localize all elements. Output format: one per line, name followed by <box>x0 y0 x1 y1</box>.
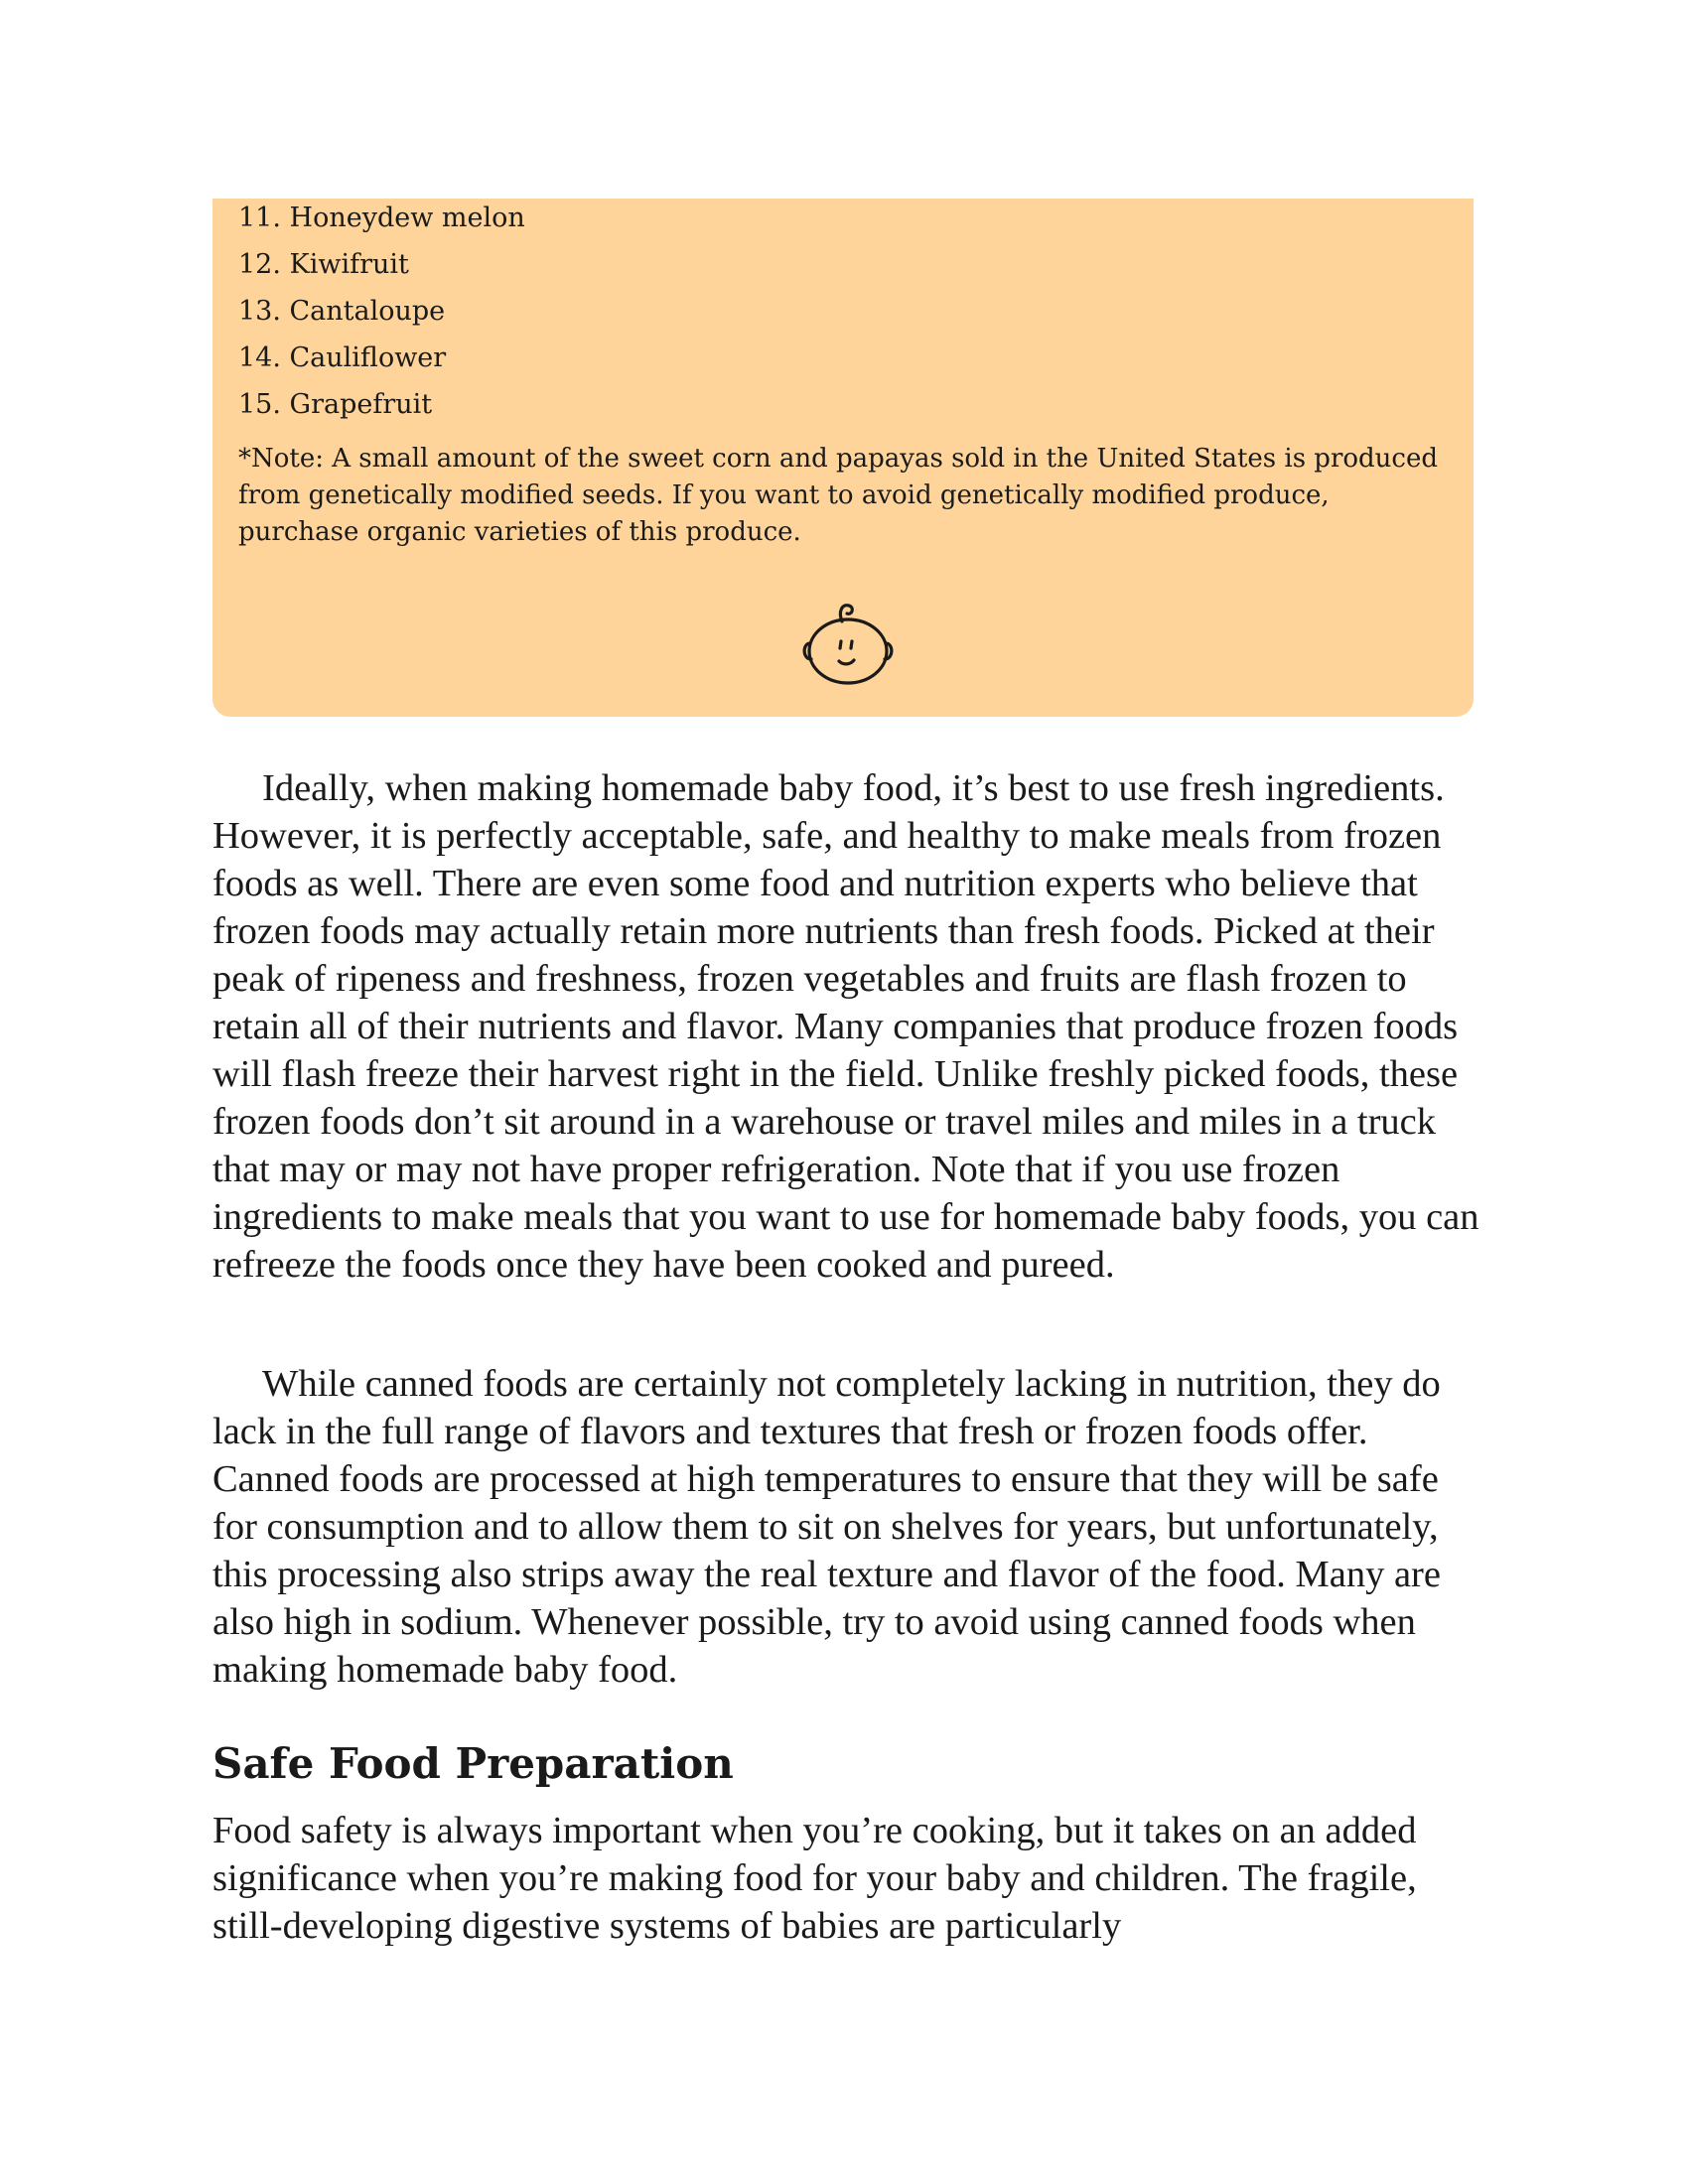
paragraph-canned-foods: While canned foods are certainly not completely lacking in nutrition, they do lack in the full range of flavors and textures that fresh or frozen foods offer. Canned foods are processed at high temperatures to ensure that they will be safe for consumption and to allow them to sit on shelves for years, but unfortunately, this processing also strips away the real texture and flavor of the food. Many are also high in sodium. Whenever possible, try to avoid using canned foods when making homemade baby food. <box>212 1363 1441 1691</box>
paragraph-frozen-foods: Ideally, when making homemade baby food, it’s best to use fresh ingredients. However, it is perfectly acceptable, safe, and healthy to make meals from frozen foods as well. There are even some food and nutrition experts who believe that frozen foods may actually retain more nutrients than fresh foods. Picked at their peak of ripeness and freshness, frozen vegetables and fruits are flash frozen to retain all of their nutrients and flavor. Many companies that produce frozen foods will flash freeze their harvest right in the field. Unlike freshly picked foods, these frozen foods don’t sit around in a warehouse or travel miles and miles in a truck that may or may not have proper refrigeration. Note that if you use frozen ingredients to make meals that you want to use for homemade baby foods, you can refreeze the foods once they have been cooked and pureed. <box>212 767 1479 1286</box>
paragraph-food-safety: Food safety is always important when you’re cooking, but it takes on an added significance when you’re making food for your baby and children. The fragile, still-developing digestive systems of babies are particularly <box>212 1810 1417 1947</box>
list-item: 14. Cauliflower <box>238 342 447 373</box>
list-item: 12. Kiwifruit <box>238 249 409 280</box>
list-item: 11. Honeydew melon <box>238 203 525 233</box>
produce-list <box>238 199 525 432</box>
sidebar-note: *Note: A small amount of the sweet corn and papayas sold in the United States is produced from genetically modified seeds. If you want to avoid genetically modified produce, purchase organic varieties of this produce. <box>238 444 1439 547</box>
list-item: 15. Grapefruit <box>238 389 433 420</box>
list-item: 13. Cantaloupe <box>238 296 446 327</box>
section-heading: Safe Food Preparation <box>212 1739 734 1788</box>
baby-face-icon <box>792 582 902 691</box>
sidebar-box <box>212 199 1474 717</box>
